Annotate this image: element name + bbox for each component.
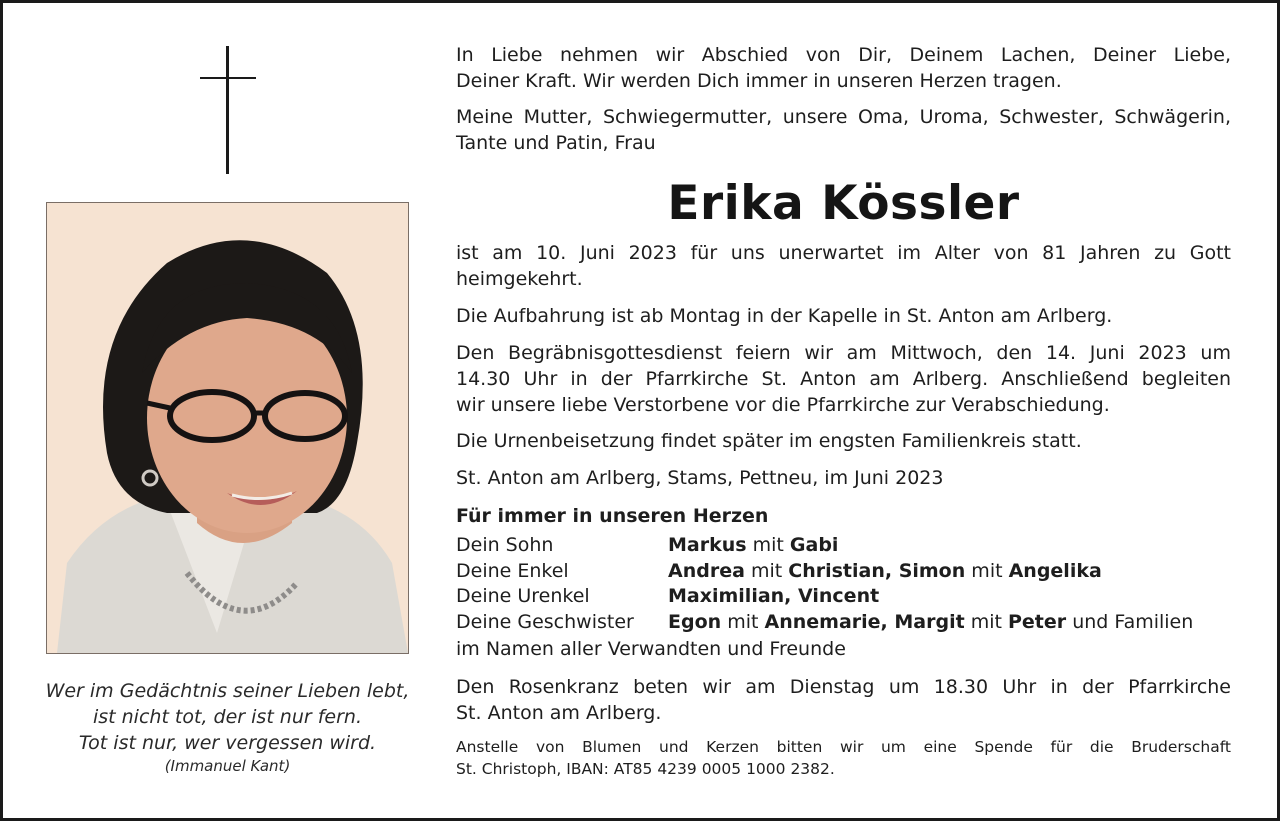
intro-paragraph [456,42,1231,94]
funeral-line: 14.30 Uhr in der Pfarrkirche St. Anton am Arlberg. Anschließend begleiten [456,368,1231,390]
family-names [668,584,879,610]
intro-line: In Liebe nehmen wir Abschied von Dir, Deinem Lachen, Deiner Liebe, [456,44,1231,66]
donation-line: St. Christoph, IBAN: AT85 4239 0005 1000 2382. [456,760,835,778]
donation-line: Anstelle von Blumen und Kerzen bitten wir um eine Spende für die Bruderschaft [456,738,1231,756]
place-date: St. Anton am Arlberg, Stams, Pettneu, im Juni 2023 [456,467,944,489]
quote-line: Wer im Gedächtnis seiner Lieben lebt, [45,680,410,702]
family-name: Markus [668,534,747,556]
family-name: Maximilian, Vincent [668,585,880,607]
family-connector: mit [964,610,1008,633]
cross-icon [200,46,256,174]
family-row [456,559,1231,585]
family-name: Egon [668,610,722,633]
relation-paragraph [456,104,1231,156]
funeral-line: Den Begräbnisgottesdienst feiern wir am Mittwoch, den 14. Juni 2023 um [456,342,1231,364]
quote-line: ist nicht tot, der ist nur fern. [92,706,363,728]
funeral-paragraph [456,340,1231,418]
family-relation: Deine Geschwister [456,610,634,633]
family-name: Gabi [789,534,839,556]
rosary-line: St. Anton am Arlberg. [456,702,662,724]
family-relation: Deine Urenkel [456,585,590,607]
family-list [456,533,1231,635]
family-name: Christian, Simon [788,559,966,582]
family-relation: Dein Sohn [456,534,554,556]
family-connector: und Familien [1066,610,1194,633]
deceased-name: Erika Kössler [667,176,1020,231]
quote [20,678,435,777]
family-names [668,559,1102,585]
quote-line: Tot ist nur, wer vergessen wird. [78,732,377,754]
family-connector: mit [746,534,790,556]
family-relation: Deine Enkel [456,559,569,582]
intro-line: Deiner Kraft. Wir werden Dich immer in unseren Herzen tragen. [456,70,1062,92]
death-line: heimgekehrt. [456,268,583,290]
family-name: Angelika [1008,559,1102,582]
family-name: Annemarie, Margit [764,610,965,633]
rosary-line: Den Rosenkranz beten wir am Dienstag um 18.30 Uhr in der Pfarrkirche [456,676,1231,698]
family-connector: mit [721,610,765,633]
family-closing: im Namen aller Verwandten und Freunde [456,638,846,660]
relation-line: Tante und Patin, Frau [456,132,656,154]
family-connector: mit [965,559,1009,582]
family-name: Andrea [668,559,745,582]
family-heading: Für immer in unseren Herzen [456,505,769,527]
rosary-paragraph [456,674,1231,726]
family-connector: mit [744,559,789,582]
viewing-paragraph: Die Aufbahrung ist ab Montag in der Kapelle in St. Anton am Arlberg. [456,305,1113,327]
donation-paragraph [456,736,1231,780]
relation-line: Meine Mutter, Schwiegermutter, unsere Oma, Uroma, Schwester, Schwägerin, [456,106,1231,128]
death-line: ist am 10. Juni 2023 für uns unerwartet im Alter von 81 Jahren zu Gott [456,242,1231,264]
family-row [456,533,1231,559]
family-names [668,610,1193,636]
family-row [456,610,1231,636]
family-names [668,533,838,559]
quote-author: (Immanuel Kant) [164,757,291,775]
funeral-line: wir unsere liebe Verstorbene vor die Pfarrkirche zur Verabschiedung. [456,394,1110,416]
urn-paragraph: Die Urnenbeisetzung findet später im engsten Familienkreis statt. [456,430,1082,452]
death-paragraph [456,240,1231,292]
portrait-photo [46,202,409,654]
family-row [456,584,1231,610]
family-name: Peter [1008,610,1067,633]
